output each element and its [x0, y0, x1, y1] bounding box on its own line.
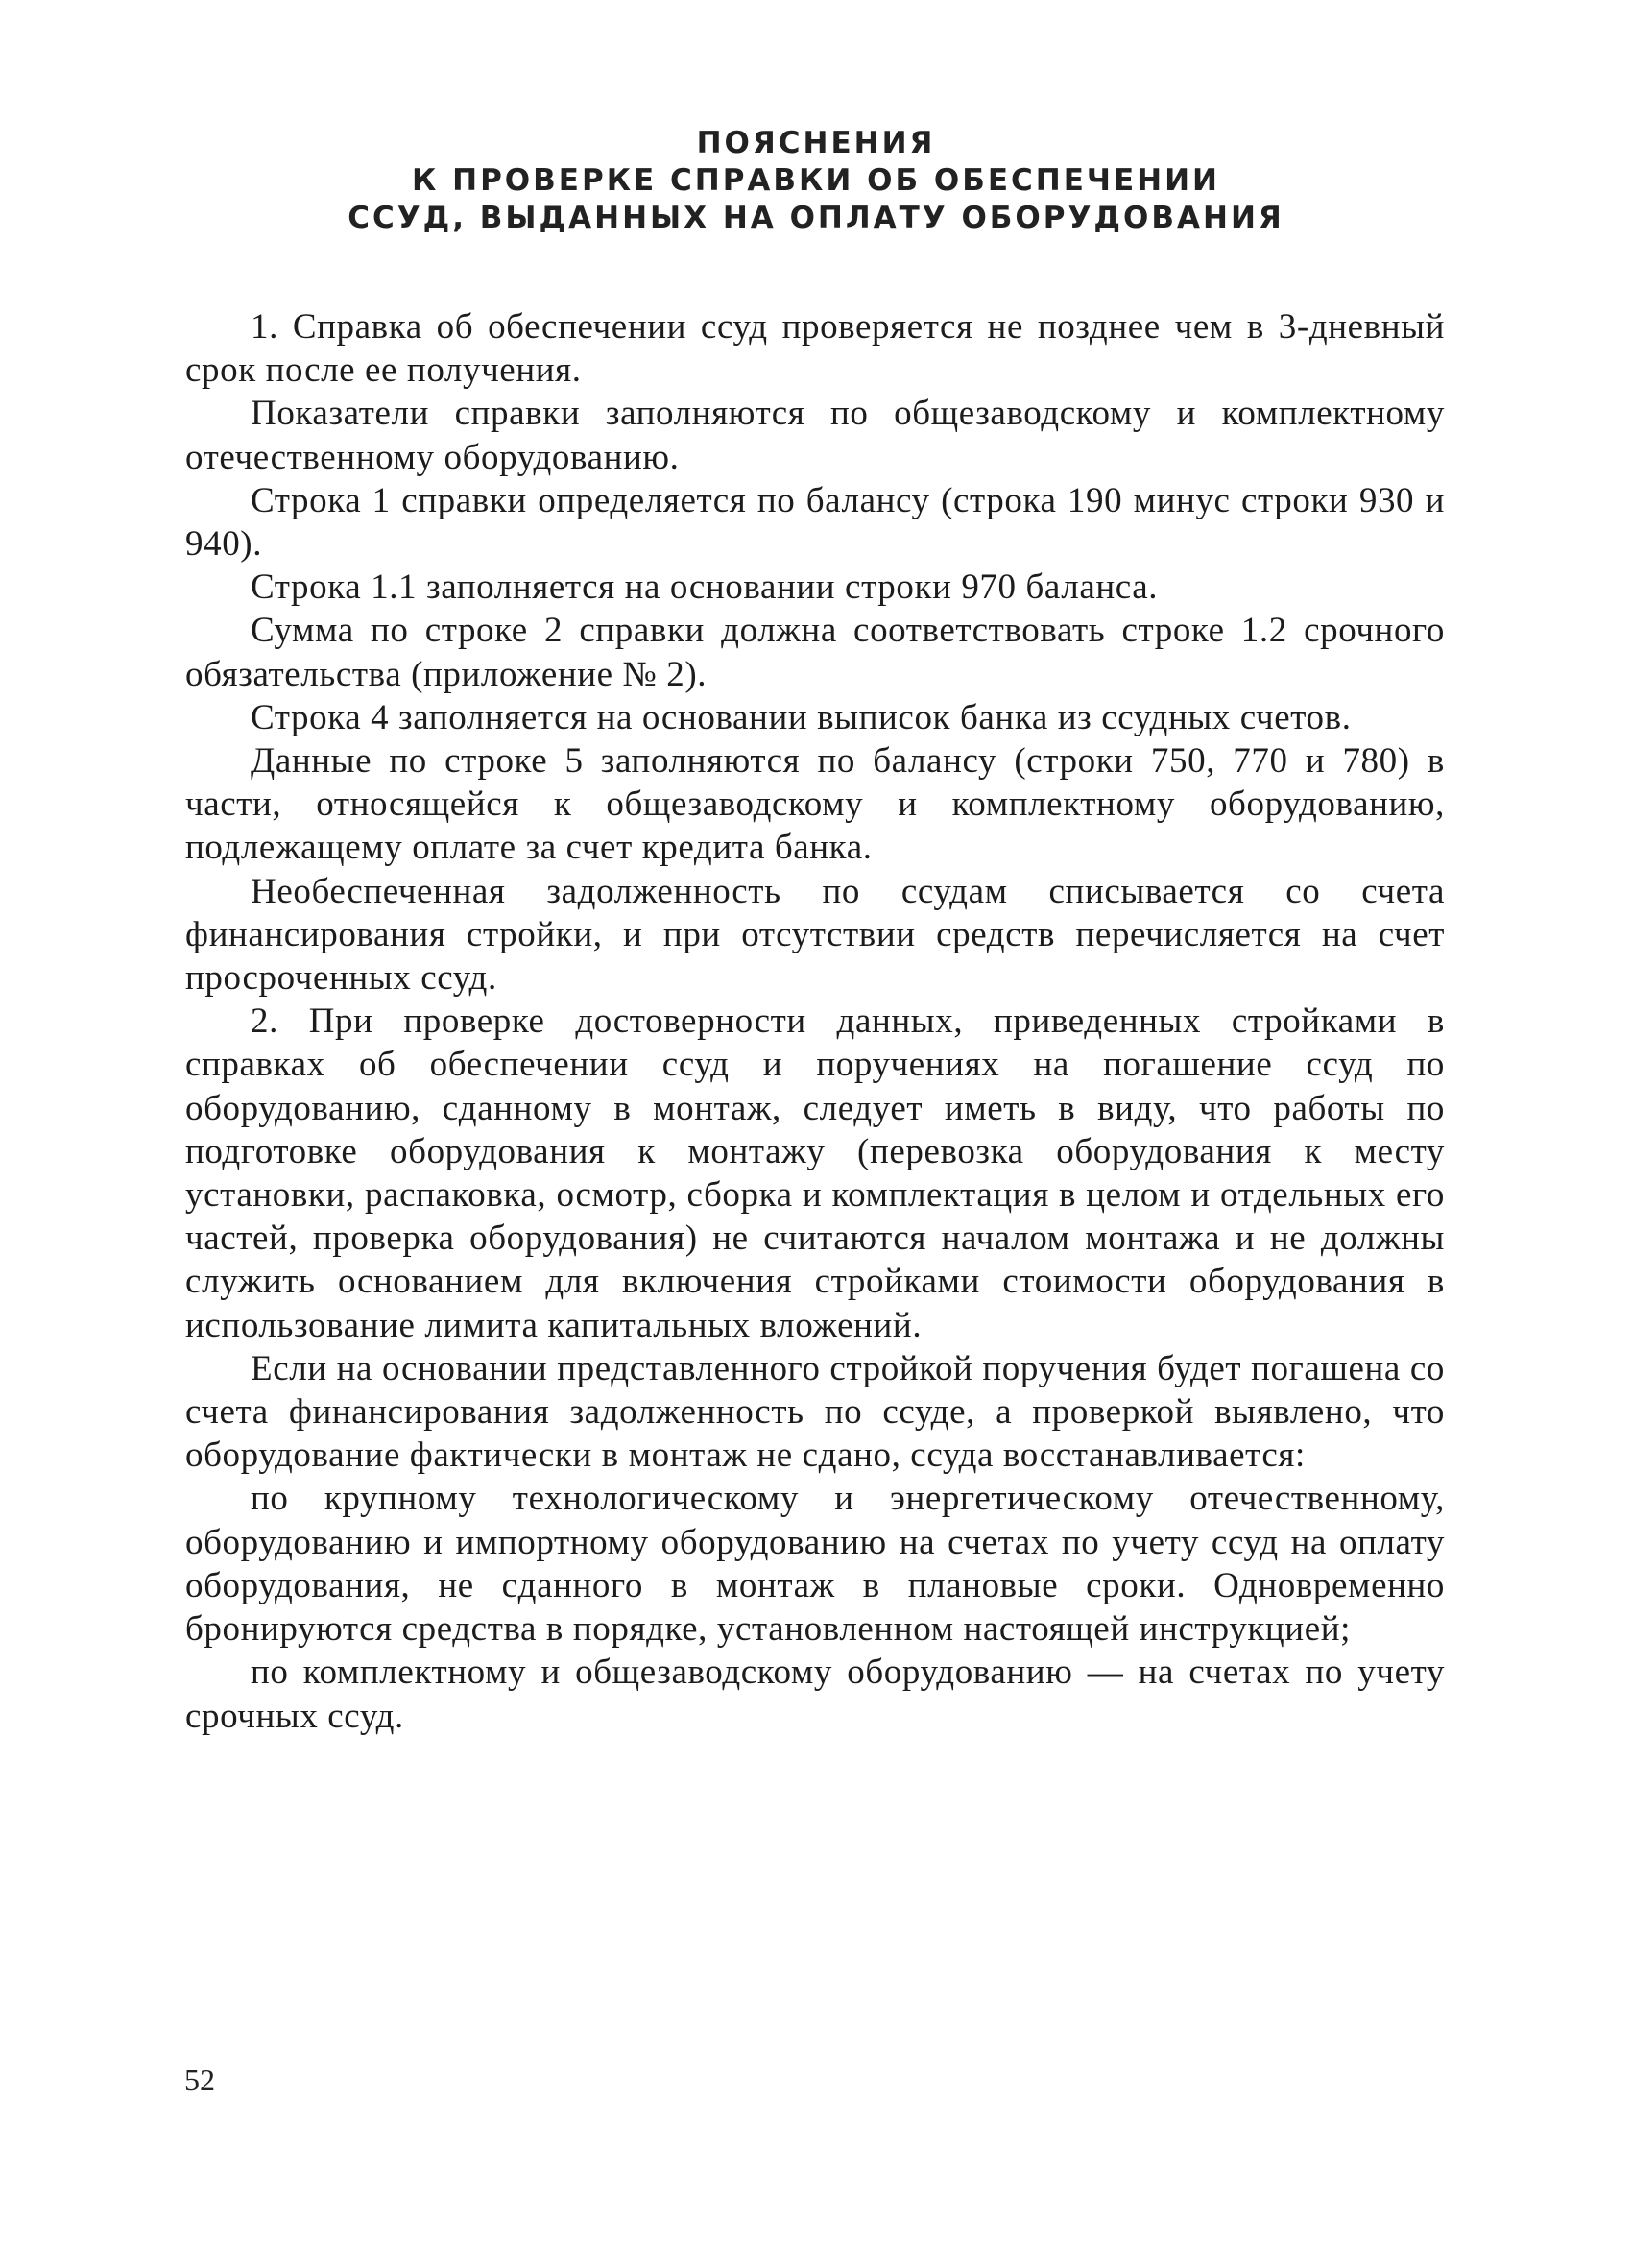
paragraph: 2. При проверке достоверности данных, приведенных стройками в справках об обеспечении ссуд и поручениях на погашение ссуд по оборудованию, сданному в монтаж, следует иметь в виду, что работы по подготовке оборудования к монтажу (перевозка оборудования к месту установки, распаковка, осмотр, сборка и комплектация в целом и отдельных его частей, проверка оборудования) не считаются началом монтажа и не должны служить основанием для включения стройками стоимости оборудования в использование лимита капитальных вложений.	[185, 1001, 1445, 1345]
title-line-1: ПОЯСНЕНИЯ	[696, 126, 936, 160]
paragraph: Сумма по строке 2 справки должна соответствовать строке 1.2 срочного обязательства (приложение № 2).	[185, 611, 1445, 694]
paragraph: по комплектному и общезаводскому оборудованию — на счетах по учету срочных ссуд.	[185, 1653, 1445, 1736]
paragraph: по крупному технологическому и энергетическому отечественному, оборудованию и импортному оборудованию на счетах по учету ссуд на оплату оборудования, не сданного в монтаж в плановые сроки. Одновременно бронируются средства в порядке, установленном настоящей инструкцией;	[185, 1479, 1445, 1650]
paragraph: Строка 1.1 заполняется на основании строки 970 баланса.	[251, 567, 1159, 608]
paragraph: Строка 4 заполняется на основании выписок банка из ссудных счетов.	[251, 697, 1352, 737]
paragraph: Если на основании представленного стройкой поручения будет погашена со счета финансирования задолженность по ссуде, а проверкой выявлено, что оборудование фактически в монтаж не сдано, ссуда восстанавливается:	[185, 1348, 1445, 1476]
title-line-2: К ПРОВЕРКЕ СПРАВКИ ОБ ОБЕСПЕЧЕНИИ	[412, 163, 1220, 198]
paragraph: Строка 1 справки определяется по балансу (строка 190 минус строки 930 и 940).	[185, 480, 1445, 565]
paragraph: 1. Справка об обеспечении ссуд проверяется не позднее чем в 3-дневный срок после ее получения.	[185, 307, 1445, 391]
paragraph: Показатели справки заполняются по общезаводскому и комплектному отечественному оборудованию.	[185, 394, 1445, 477]
paragraph: Данные по строке 5 заполняются по балансу (строки 750, 770 и 780) в части, относящейся к общезаводскому и комплектному оборудованию, подлежащему оплате за счет кредита банка.	[185, 741, 1445, 868]
section-title	[0, 125, 1632, 237]
paragraph: Необеспеченная задолженность по ссудам списывается со счета финансирования стройки, и при отсутствии средств перечисляется на счет просроченных ссуд.	[185, 871, 1445, 999]
title-line-3: ССУД, ВЫДАННЫХ НА ОПЛАТУ ОБОРУДОВАНИЯ	[348, 201, 1284, 235]
body-text	[185, 305, 1445, 1738]
page-number: 52	[184, 2063, 215, 2097]
